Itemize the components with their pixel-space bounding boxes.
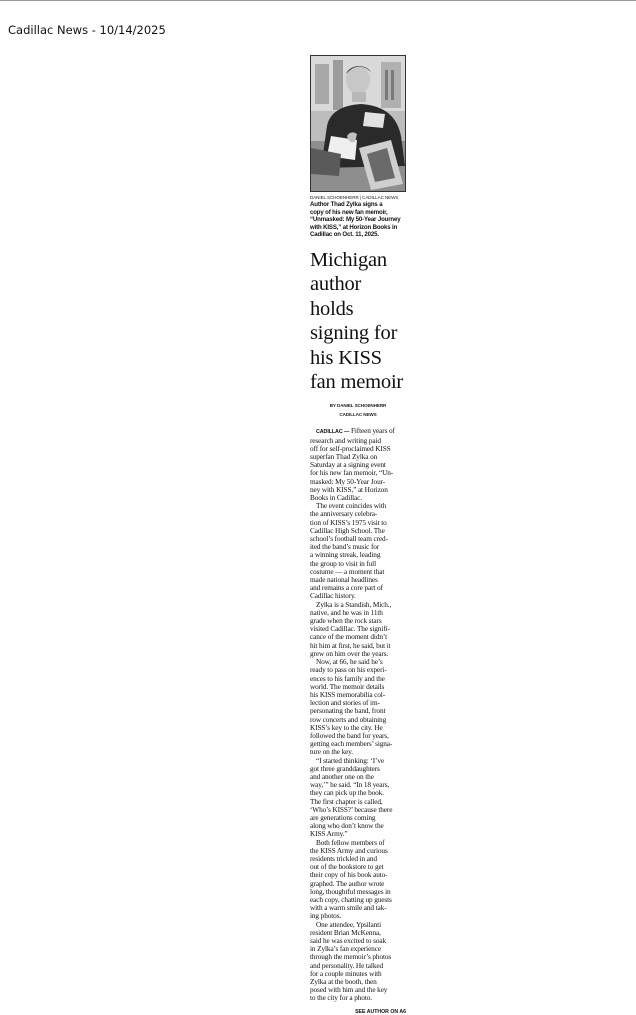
body-line: and personality. He talked [310, 960, 383, 970]
body-line: the KISS Army and curious [310, 845, 388, 855]
body-line: made national headlines [310, 575, 378, 585]
byline-author: BY DANIEL SCHOENHERR [329, 403, 387, 409]
body-line: lection and stories of im- [310, 698, 380, 708]
body-line: hit him at first, he said, but it [310, 640, 391, 650]
body-line: they can pick up the book. [310, 788, 384, 798]
body-line: Now, at 66, he said he’s [316, 657, 383, 667]
body-line: costume — a moment that [310, 566, 385, 576]
body-line: masked: My 50-Year Jour- [310, 476, 386, 486]
body-line: Saturday at a signing event [310, 460, 386, 470]
caption-line: with KISS,” at Horizon Books in [310, 223, 398, 231]
article-byline [310, 402, 406, 419]
byline-outlet: CADILLAC NEWS [339, 411, 377, 417]
body-line: grew on him over the years. [310, 648, 389, 658]
body-line: CADILLAC — Fifteen years of [316, 426, 395, 436]
caption-line: Author Thad Zylka signs a [310, 201, 383, 208]
caption-line: Cadillac on Oct. 11, 2025. [310, 231, 379, 239]
news-clipping [310, 55, 406, 1015]
body-line: posed with him and the key [310, 985, 388, 995]
headline-line: fan memoir [310, 371, 404, 393]
body-line: for his new fan memoir, “Un- [310, 468, 394, 478]
body-line: Books in Cadillac. [310, 493, 362, 503]
body-line: tion of KISS’s 1975 visit to [310, 517, 387, 527]
body-line: a winning streak, leading [310, 550, 381, 560]
body-line: ences to his family and the [310, 673, 385, 683]
body-line: row concerts and obtaining [310, 714, 387, 724]
body-line: his KISS memorabilia col- [310, 689, 386, 699]
body-line: getting each members’ signa- [310, 739, 393, 749]
headline-line: signing for [310, 322, 398, 345]
body-line: through the memoir’s photos [310, 952, 392, 962]
body-line: ready to pass on his experi- [310, 665, 387, 675]
body-line: resident Brian McKenna, [310, 927, 381, 937]
body-line: Cadillac High School. The [310, 525, 385, 535]
top-divider [0, 0, 636, 1]
body-line: KISS’s key to the city. He [310, 722, 383, 732]
body-line: off for self-proclaimed KISS [310, 443, 391, 453]
body-line: “I started thinking: ‘I’ve [316, 755, 384, 765]
body-line: residents trickled in and [310, 853, 377, 863]
article-headline [310, 248, 406, 394]
body-line: with a warm smile and tak- [310, 903, 387, 913]
body-line: ing photos. [310, 911, 342, 921]
body-line: way,’” he said. “In 18 years, [310, 780, 390, 790]
body-line: visited Cadillac. The signifi- [310, 624, 390, 634]
body-line: superfan Thad Zylka on [310, 452, 378, 462]
page-title: Cadillac News - 10/14/2025 [8, 23, 166, 37]
body-line: are generations coming [310, 812, 376, 822]
caption-line: “Unmasked: My 50-Year Journey [310, 216, 401, 224]
headline-line: author [310, 273, 362, 296]
article-body [310, 427, 406, 1002]
body-line: ture on the key. [310, 747, 353, 757]
body-line: the group to visit in full [310, 558, 376, 568]
body-line: out of the bookstore to get [310, 862, 384, 872]
body-line: Zylka at the booth, then [310, 977, 377, 987]
photo-credit: DANIEL SCHOENHERR | CADILLAC NEWS [310, 195, 399, 200]
body-line: got three granddaughters [310, 763, 380, 773]
body-line: and another one on the [310, 771, 374, 781]
body-line: and remains a core part of [310, 583, 383, 593]
body-line: followed the band for years, [310, 730, 389, 740]
body-line: Cadillac history. [310, 591, 356, 601]
body-line: One attendee, Ypsilanti [316, 919, 381, 929]
headline-line: his KISS [310, 346, 382, 369]
body-line: world. The memoir details [310, 681, 385, 691]
body-line: said he was excited to soak [310, 936, 386, 945]
body-line: grade when the rock stars [310, 616, 382, 626]
body-line: their copy of his book auto- [310, 870, 388, 880]
continued-on-link: SEE AUTHOR ON A6 [355, 1008, 406, 1015]
body-line: native, and he was in 11th [310, 607, 383, 617]
body-line: in Zylka’s fan experience [310, 944, 381, 954]
headline-line: holds [310, 297, 354, 320]
body-line: to the city for a photo. [310, 993, 372, 1003]
body-line: for a couple minutes with [310, 968, 382, 978]
body-line: ited the band’s music for [310, 542, 380, 552]
body-line: each copy, chatting up guests [310, 894, 392, 904]
body-line: The event coincides with [316, 501, 387, 511]
body-line: personating the band, front [310, 706, 386, 716]
body-line: long, thoughtful messages in [310, 886, 391, 896]
body-line: Both fellow members of [316, 837, 385, 847]
article-photo [310, 55, 406, 192]
body-line: graphed. The author wrote [310, 878, 385, 888]
body-line: research and writing paid [310, 435, 381, 445]
photo-caption [310, 201, 406, 239]
dateline: CADILLAC — [316, 429, 350, 436]
body-line: school’s football team cred- [310, 534, 388, 544]
body-line: ‘Who’s KISS?’ because there [310, 804, 393, 814]
body-line: cance of the moment didn’t [310, 632, 387, 642]
caption-line: copy of his new fan memoir, [310, 208, 388, 216]
body-line: KISS Army.” [310, 829, 348, 839]
body-line: the anniversary celebra- [310, 509, 378, 519]
body-line: Zylka is a Standish, Mich., [316, 599, 392, 609]
body-line: along who don’t know the [310, 821, 384, 831]
body-line: The first chapter is called, [310, 796, 383, 806]
photo-of-author-signing-book-icon [311, 56, 405, 191]
body-line: ney with KISS,” at Horizon [310, 484, 388, 494]
headline-line: Michigan [310, 248, 387, 271]
